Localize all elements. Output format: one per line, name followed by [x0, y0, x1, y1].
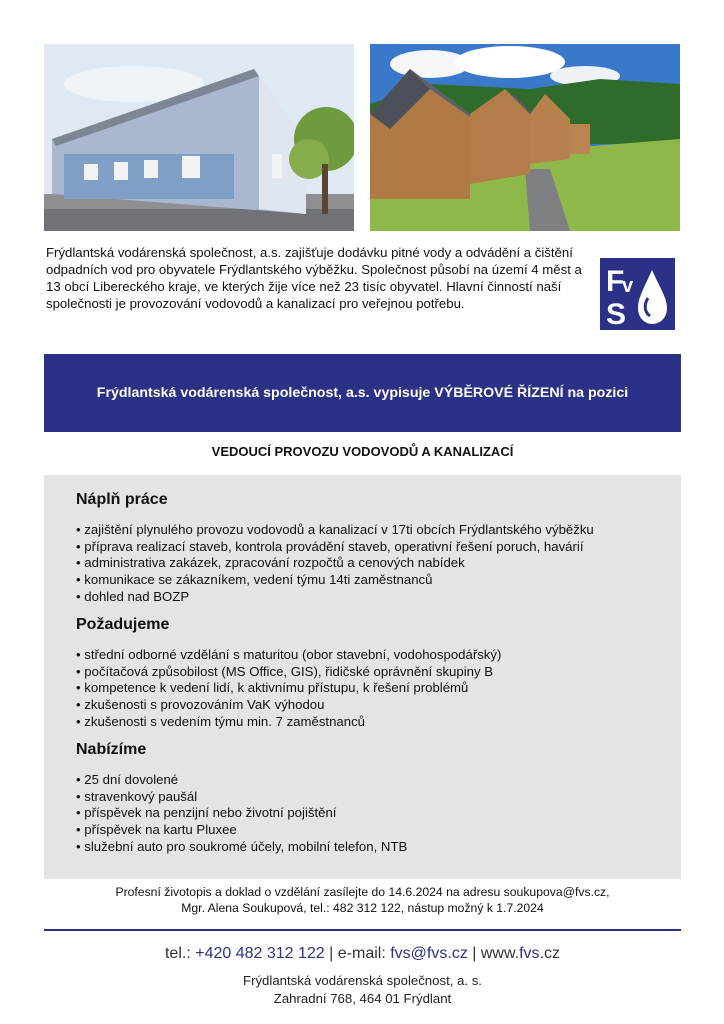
section-heading: Požadujeme	[76, 616, 170, 633]
list-item: • příspěvek na penzijní nebo životní pojištění	[76, 805, 407, 822]
list-item: • 25 dní dovolené	[76, 772, 407, 789]
list-item: • zkušenosti s provozováním VaK výhodou	[76, 697, 501, 714]
company-intro: Frýdlantská vodárenská společnost, a.s. zajišťuje dodávku pitné vody a odvádění a čištění odpadních vod pro obyvatele Frýdlantského výběžku. Společnost působí na území 4 měst a 13 obcí Libereckého kraje, ve kterých žije více než 23 tisíc obyvatel. Hlavní činností naší společnosti je provozování vodovodů a kanalizací pro veřejnou potřebu.	[46, 245, 582, 311]
application-note-line: Mgr. Alena Soukupová, tel.: 482 312 122, nástup možný k 1.7.2024	[181, 901, 544, 915]
divider	[44, 929, 681, 931]
list-item: • komunikace se zákazníkem, vedení týmu 14ti zaměstnanců	[76, 572, 594, 589]
list-item: • příprava realizací staveb, kontrola provádění staveb, operativní řešení poruch, havárií	[76, 539, 594, 556]
separator: |	[329, 945, 334, 962]
building-photo-left	[44, 44, 354, 231]
fvs-logo	[600, 258, 675, 330]
address-line: Frýdlantská vodárenská společnost, a. s.	[243, 973, 482, 988]
contact-line	[44, 945, 681, 963]
list-item: • počítačová způsobilost (MS Office, GIS), řidičské oprávnění skupiny B	[76, 664, 501, 681]
section-nabizime	[76, 741, 407, 856]
list-item: • střední odborné vzdělání s maturitou (obor stavební, vodohospodářský)	[76, 647, 501, 664]
list-item: • příspěvek na kartu Pluxee	[76, 822, 407, 839]
job-details-panel	[44, 475, 681, 879]
building-photo-right	[370, 44, 680, 231]
svg-text:F: F	[606, 265, 625, 298]
list-item: • kompetence k vedení lidí, k aktivnímu přístupu, k řešení problémů	[76, 680, 501, 697]
position-title: VEDOUCÍ PROVOZU VODOVODŮ A KANALIZACÍ	[211, 444, 514, 459]
list-item: • stravenkový paušál	[76, 789, 407, 806]
website-suffix: .cz	[539, 945, 561, 962]
list-item: • zajištění plynulého provozu vodovodů a kanalizací v 17ti obcích Frýdlantského výběžku	[76, 522, 594, 539]
svg-text:S: S	[606, 298, 627, 330]
website-prefix: www.	[480, 945, 520, 962]
list-item: • dohled nad BOZP	[76, 589, 594, 606]
svg-text:v: v	[622, 275, 634, 297]
tel-label: tel.:	[164, 945, 191, 962]
section-pozadujeme	[76, 616, 501, 731]
email-link[interactable]: fvs@fvs.cz	[390, 945, 468, 962]
company-address	[44, 972, 681, 1008]
announcement-banner: Frýdlantská vodárenská společnost, a.s. vypisuje VÝBĚROVÉ ŘÍZENÍ na pozici	[44, 354, 681, 432]
list-item: • zkušenosti s vedením týmu min. 7 zaměstnanců	[76, 714, 501, 731]
website-domain: fvs	[519, 945, 540, 962]
list-item: • služební auto pro soukromé účely, mobilní telefon, NTB	[76, 839, 407, 856]
email-label: e-mail:	[337, 945, 386, 962]
list-item: • administrativa zakázek, zpracování rozpočtů a cenových nabídek	[76, 555, 594, 572]
separator: |	[472, 945, 477, 962]
application-note-line: Profesní životopis a doklad o vzdělání zasílejte do 14.6.2024 na adresu soukupova@fvs.cz,	[115, 885, 610, 899]
section-napln-prace	[76, 491, 594, 606]
address-line: Zahradní 768, 464 01 Frýdlant	[273, 991, 452, 1006]
section-heading: Náplň práce	[76, 491, 168, 508]
section-heading: Nabízíme	[76, 741, 147, 758]
website-link[interactable]	[481, 945, 560, 962]
application-note	[44, 884, 681, 916]
phone-link[interactable]: +420 482 312 122	[195, 945, 325, 962]
